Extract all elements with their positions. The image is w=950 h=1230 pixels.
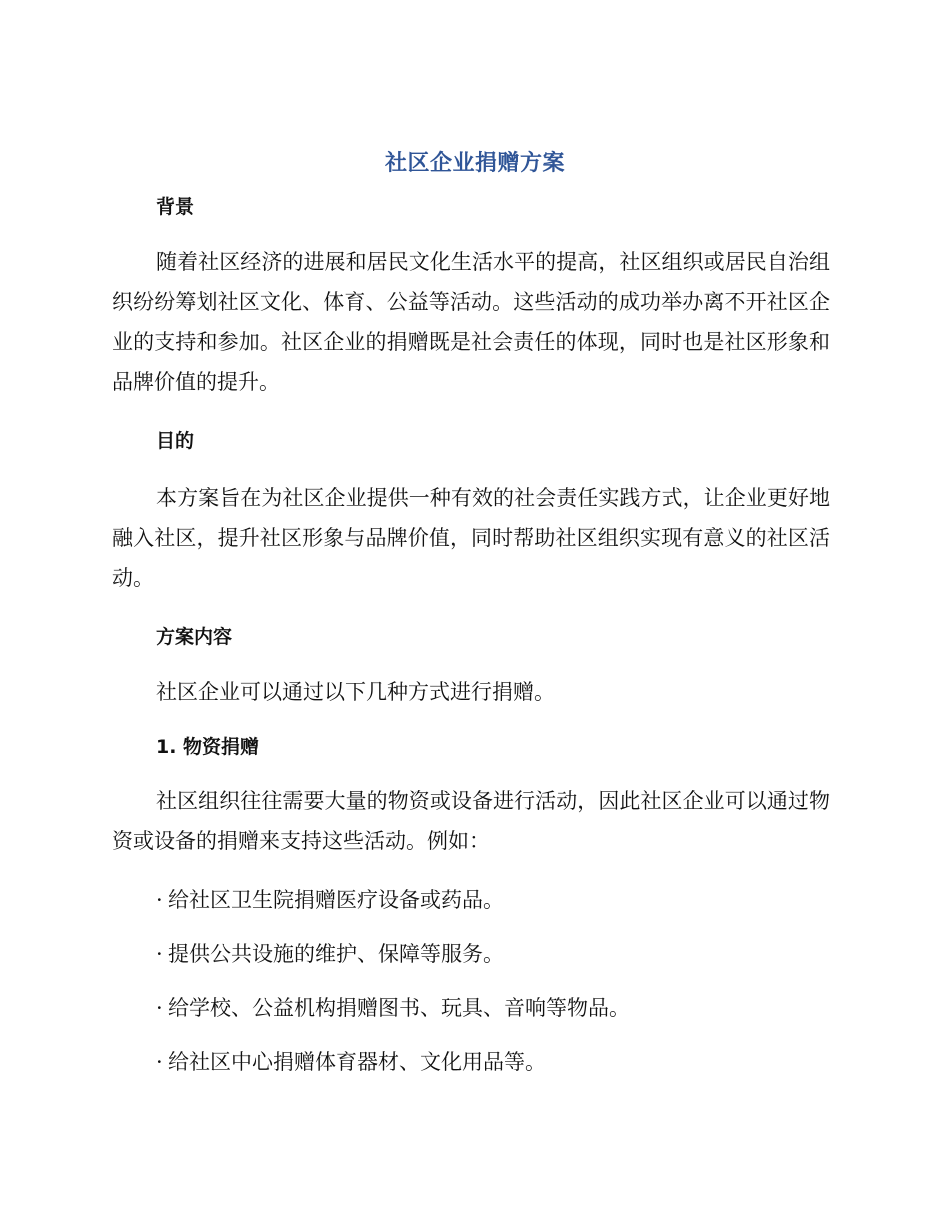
bullet-dot: · xyxy=(156,888,163,912)
section-heading-plan: 方案内容 xyxy=(156,626,233,648)
section-heading-background: 背景 xyxy=(156,196,195,218)
paragraph-plan-intro: 社区企业可以通过以下几种方式进行捐赠。 xyxy=(156,680,555,704)
bullet-dot: · xyxy=(156,1050,163,1074)
section-heading-purpose: 目的 xyxy=(156,430,195,452)
list-item xyxy=(156,1042,546,1082)
paragraph-background: 随着社区经济的进展和居民文化生活水平的提高，社区组织或居民自治组织纷纷筹划社区文化、体育、公益等活动。这些活动的成功举办离不开社区企业的支持和参加。社区企业的捐赠既是社会责任的体现，同时也是社区形象和品牌价值的提升。 xyxy=(112,250,830,394)
section-heading-material: 1. 物资捐赠 xyxy=(156,736,260,758)
list-item xyxy=(156,934,504,974)
list-item-text: 给社区卫生院捐赠医疗设备或药品。 xyxy=(168,888,504,912)
document-title: 社区企业捐赠方案 xyxy=(384,151,565,176)
list-item-text: 提供公共设施的维护、保障等服务。 xyxy=(168,942,504,966)
paragraph-material: 社区组织往往需要大量的物资或设备进行活动，因此社区企业可以通过物资或设备的捐赠来支持这些活动。例如： xyxy=(112,789,830,853)
list-item-text: 给社区中心捐赠体育器材、文化用品等。 xyxy=(168,1050,546,1074)
bullet-dot: · xyxy=(156,942,163,966)
paragraph-purpose: 本方案旨在为社区企业提供一种有效的社会责任实践方式，让企业更好地融入社区，提升社区形象与品牌价值，同时帮助社区组织实现有意义的社区活动。 xyxy=(112,486,830,590)
list-item-text: 给学校、公益机构捐赠图书、玩具、音响等物品。 xyxy=(168,996,630,1020)
bullet-dot: · xyxy=(156,996,163,1020)
list-item xyxy=(156,988,630,1028)
list-item xyxy=(156,880,504,920)
